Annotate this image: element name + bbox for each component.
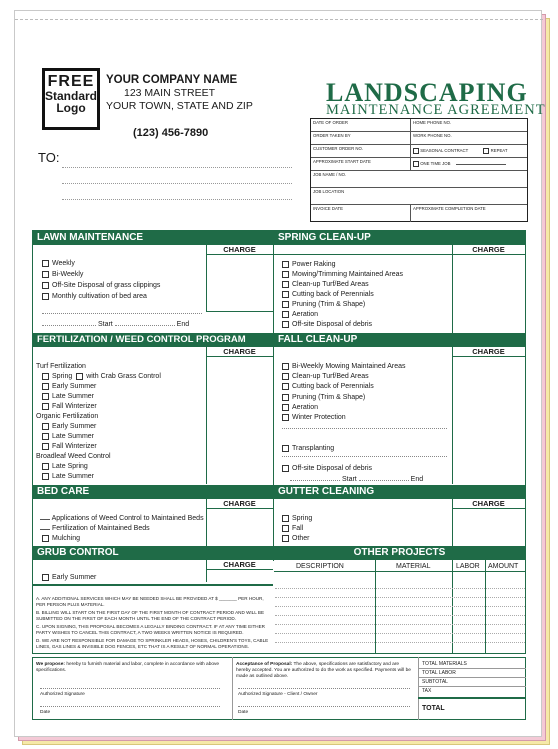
spring-item-perennials[interactable]: Cutting back of Perennials — [282, 290, 374, 299]
broadleaf-late-summer[interactable]: Late Summer — [42, 472, 94, 481]
bed-care-header: BED CARE — [33, 485, 273, 499]
one-time-job-checkbox[interactable] — [413, 161, 419, 167]
grub-item-early-summer[interactable]: Early Summer — [42, 573, 96, 582]
home-phone-field[interactable]: HOME PHONE NO. — [413, 120, 452, 125]
other-projects-rows[interactable] — [275, 580, 525, 643]
column-divider — [273, 230, 274, 561]
fall-cleanup-header: FALL CLEAN-UP — [274, 333, 525, 347]
authorized-signature-label: Authorized Signature — [40, 692, 85, 697]
fert-early-summer[interactable]: Early Summer — [42, 382, 96, 391]
form-subtitle: MAINTENANCE AGREEMENT — [326, 102, 546, 118]
gutter-charge-header: CHARGE — [452, 499, 525, 509]
total-label: TOTAL — [422, 705, 445, 712]
other-col-description: DESCRIPTION — [296, 563, 344, 570]
fert-charge-header: CHARGE — [206, 347, 273, 357]
acceptance-text: Acceptance of Proposal: The above, specifications are satisfactory and are hereby accepted. You are authorized to do the work as specified. Payments will be made as outlined above. — [236, 662, 411, 679]
repeat-checkbox[interactable] — [483, 148, 489, 154]
customer-order-field[interactable]: CUSTOMER ORDER NO. — [311, 145, 411, 157]
order-taken-by-field[interactable]: ORDER TAKEN BY — [311, 132, 411, 144]
seasonal-contract-checkbox[interactable] — [413, 148, 419, 154]
broadleaf-label: Broadleaf Weed Control — [36, 453, 111, 460]
organic-fall-winterizer[interactable]: Fall Winterizer — [42, 442, 97, 451]
lawn-charge-header: CHARGE — [206, 245, 273, 255]
spring-item-mowing[interactable]: Mowing/Trimming Maintained Areas — [282, 270, 403, 279]
company-phone: (123) 456-7890 — [133, 127, 209, 139]
turf-fertilization-label: Turf Fertilization — [36, 363, 86, 370]
total-materials-label: TOTAL MATERIALS — [422, 661, 467, 667]
gutter-item-spring[interactable]: Spring — [282, 514, 312, 523]
spring-charge-header: CHARGE — [452, 245, 525, 255]
company-block — [106, 74, 253, 113]
lawn-maintenance-header: LAWN MAINTENANCE — [33, 231, 273, 245]
grub-control-header: GRUB CONTROL — [33, 546, 273, 560]
date-of-order-field[interactable]: DATE OF ORDER — [311, 119, 411, 131]
spring-item-aeration[interactable]: Aeration — [282, 310, 318, 319]
lawn-item-biweekly[interactable]: Bi-Weekly — [42, 270, 83, 279]
bed-item-weed-control[interactable]: Applications of Weed Control to Maintained Beds — [40, 514, 204, 523]
work-phone-field[interactable]: WORK PHONE NO. — [413, 133, 452, 138]
term-a: A. ANY ADDITIONAL SERVICES WHICH MAY BE NEEDED SHALL BE PROVIDED AT $ _______ PER HOUR, PER PERSON PLUS MATERIAL. — [36, 596, 264, 608]
fert-fall-winterizer[interactable]: Fall Winterizer — [42, 402, 97, 411]
term-b: B. BILLING WILL START ON THE FIRST DAY OF THE FIRST MONTH OF CONTRACT PERIOD AND WILL BE SUBMITTED ON THE FIRST OF EACH MONTH UNTIL THE END OF THE CONTRACT PERIOD. — [36, 610, 265, 622]
fall-start-end[interactable]: Start End — [290, 475, 423, 484]
organic-late-summer[interactable]: Late Summer — [42, 432, 94, 441]
gutter-item-fall[interactable]: Fall — [282, 524, 303, 533]
bed-charge-header: CHARGE — [206, 499, 273, 509]
fall-item-winter-protection[interactable]: Winter Protection — [282, 413, 346, 422]
logo-placeholder — [42, 68, 100, 130]
job-name-field[interactable]: JOB NAME / NO. — [313, 172, 347, 177]
approx-completion-field[interactable]: APPROXIMATE COMPLETION DATE — [413, 206, 486, 211]
date-label-right: Date — [238, 710, 249, 715]
other-col-amount: AMOUNT — [488, 563, 519, 570]
other-col-material: MATERIAL — [396, 563, 431, 570]
invoice-date-field[interactable]: INVOICE DATE — [311, 205, 411, 222]
spring-item-cleanup[interactable]: Clean-up Turf/Bed Areas — [282, 280, 369, 289]
to-label: TO: — [38, 150, 60, 165]
fall-item-transplanting[interactable]: Transplanting — [282, 444, 334, 453]
fall-item-pruning[interactable]: Pruning (Trim & Shape) — [282, 393, 365, 402]
company-name: YOUR COMPANY NAME — [106, 74, 238, 86]
tax-label: TAX — [422, 688, 432, 694]
gutter-item-other[interactable]: Other — [282, 534, 310, 543]
grub-charge-header: CHARGE — [206, 560, 273, 570]
lawn-item-offsite[interactable]: Off-Site Disposal of grass clippings — [42, 281, 160, 290]
logo-text-logo: Logo — [56, 101, 86, 115]
spring-item-power-raking[interactable]: Power Raking — [282, 260, 336, 269]
bed-item-mulching[interactable]: Mulching — [42, 534, 80, 543]
client-signature-label: Authorized Signature - Client / Owner — [238, 692, 318, 697]
job-location-field[interactable]: JOB LOCATION — [313, 189, 345, 194]
logo-text-free: FREE — [47, 73, 95, 90]
lawn-item-monthly[interactable]: Monthly cultivation of bed area — [42, 292, 147, 301]
other-col-labor: LABOR — [456, 563, 480, 570]
fall-item-aeration[interactable]: Aeration — [282, 403, 318, 412]
to-address-lines[interactable] — [62, 152, 292, 200]
approx-start-date-field[interactable]: APPROXIMATE START DATE — [311, 158, 411, 170]
spring-item-pruning[interactable]: Pruning (Trim & Shape) — [282, 300, 365, 309]
company-street: 123 MAIN STREET — [124, 87, 216, 99]
we-propose-text: We propose: hereby to furnish material and labor, complete in accordance with above specifications. — [36, 662, 220, 673]
organic-early-summer[interactable]: Early Summer — [42, 422, 96, 431]
form-title: LANDSCAPING — [326, 78, 528, 107]
term-c: C. UPON SIGNING, THIS PROPOSAL BECOMES A LEGALLY BINDING CONTRACT. IF AT ANY TIME EITHER PARTY WISHES TO CANCEL THIS CONTRACT, A TWO WEEKS WRITTEN NOTICE IS REQUIRED. — [36, 624, 265, 636]
fert-late-summer[interactable]: Late Summer — [42, 392, 94, 401]
spring-cleanup-header: SPRING CLEAN-UP — [274, 231, 525, 245]
gutter-cleaning-header: GUTTER CLEANING — [274, 485, 525, 499]
fertilization-header: FERTILIZATION / WEED CONTROL PROGRAM — [33, 333, 273, 347]
lawn-start-end[interactable]: Start End — [42, 320, 189, 329]
order-info-box: DATE OF ORDER HOME PHONE NO. ORDER TAKEN BY WORK PHONE NO. CUSTOMER ORDER NO. SEASONAL CONTRACT REPEAT APPROXIMATE START DATE ONE TIME JOB JOB NAME / NO. JOB LOCATION INVOICE DATE APPROXIMATE COMPLETION DATE — [310, 118, 528, 222]
totals-value-fields[interactable] — [470, 658, 526, 718]
bed-item-fertilization[interactable]: Fertilization of Maintained Beds — [40, 524, 150, 533]
fert-spring[interactable]: Spring with Crab Grass Control — [42, 372, 161, 381]
fall-charge-header: CHARGE — [452, 347, 525, 357]
term-d: D. WE ARE NOT RESPONSIBLE FOR DAMAGE TO SPRINKLER HEADS, HOSES, CHILDREN'S TOYS, CABLE LINES, GAS LINES & INVISIBLE DOG FENCES, ETC THAT IS A RESULT OF NORMAL OPERATIONS. — [36, 638, 269, 650]
fall-item-offsite[interactable]: Off-site Disposal of debris — [282, 464, 372, 473]
company-city: YOUR TOWN, STATE AND ZIP — [106, 100, 253, 112]
perforation-line — [15, 19, 543, 20]
date-label-left: Date — [40, 710, 51, 715]
total-labor-label: TOTAL LABOR — [422, 670, 456, 676]
other-projects-header: OTHER PROJECTS — [274, 546, 525, 560]
subtotal-label: SUBTOTAL — [422, 679, 448, 685]
organic-fertilization-label: Organic Fertilization — [36, 413, 99, 420]
broadleaf-late-spring[interactable]: Late Spring — [42, 462, 88, 471]
spring-item-offsite[interactable]: Off-site Disposal of debris — [282, 320, 372, 329]
fall-item-mowing[interactable]: Bi-Weekly Mowing Maintained Areas — [282, 362, 405, 371]
fall-item-perennials[interactable]: Cutting back of Perennials — [282, 382, 374, 391]
lawn-item-weekly[interactable]: Weekly — [42, 259, 75, 268]
fall-item-cleanup[interactable]: Clean-up Turf/Bed Areas — [282, 372, 369, 381]
logo-text-standard: Standard — [45, 89, 98, 103]
